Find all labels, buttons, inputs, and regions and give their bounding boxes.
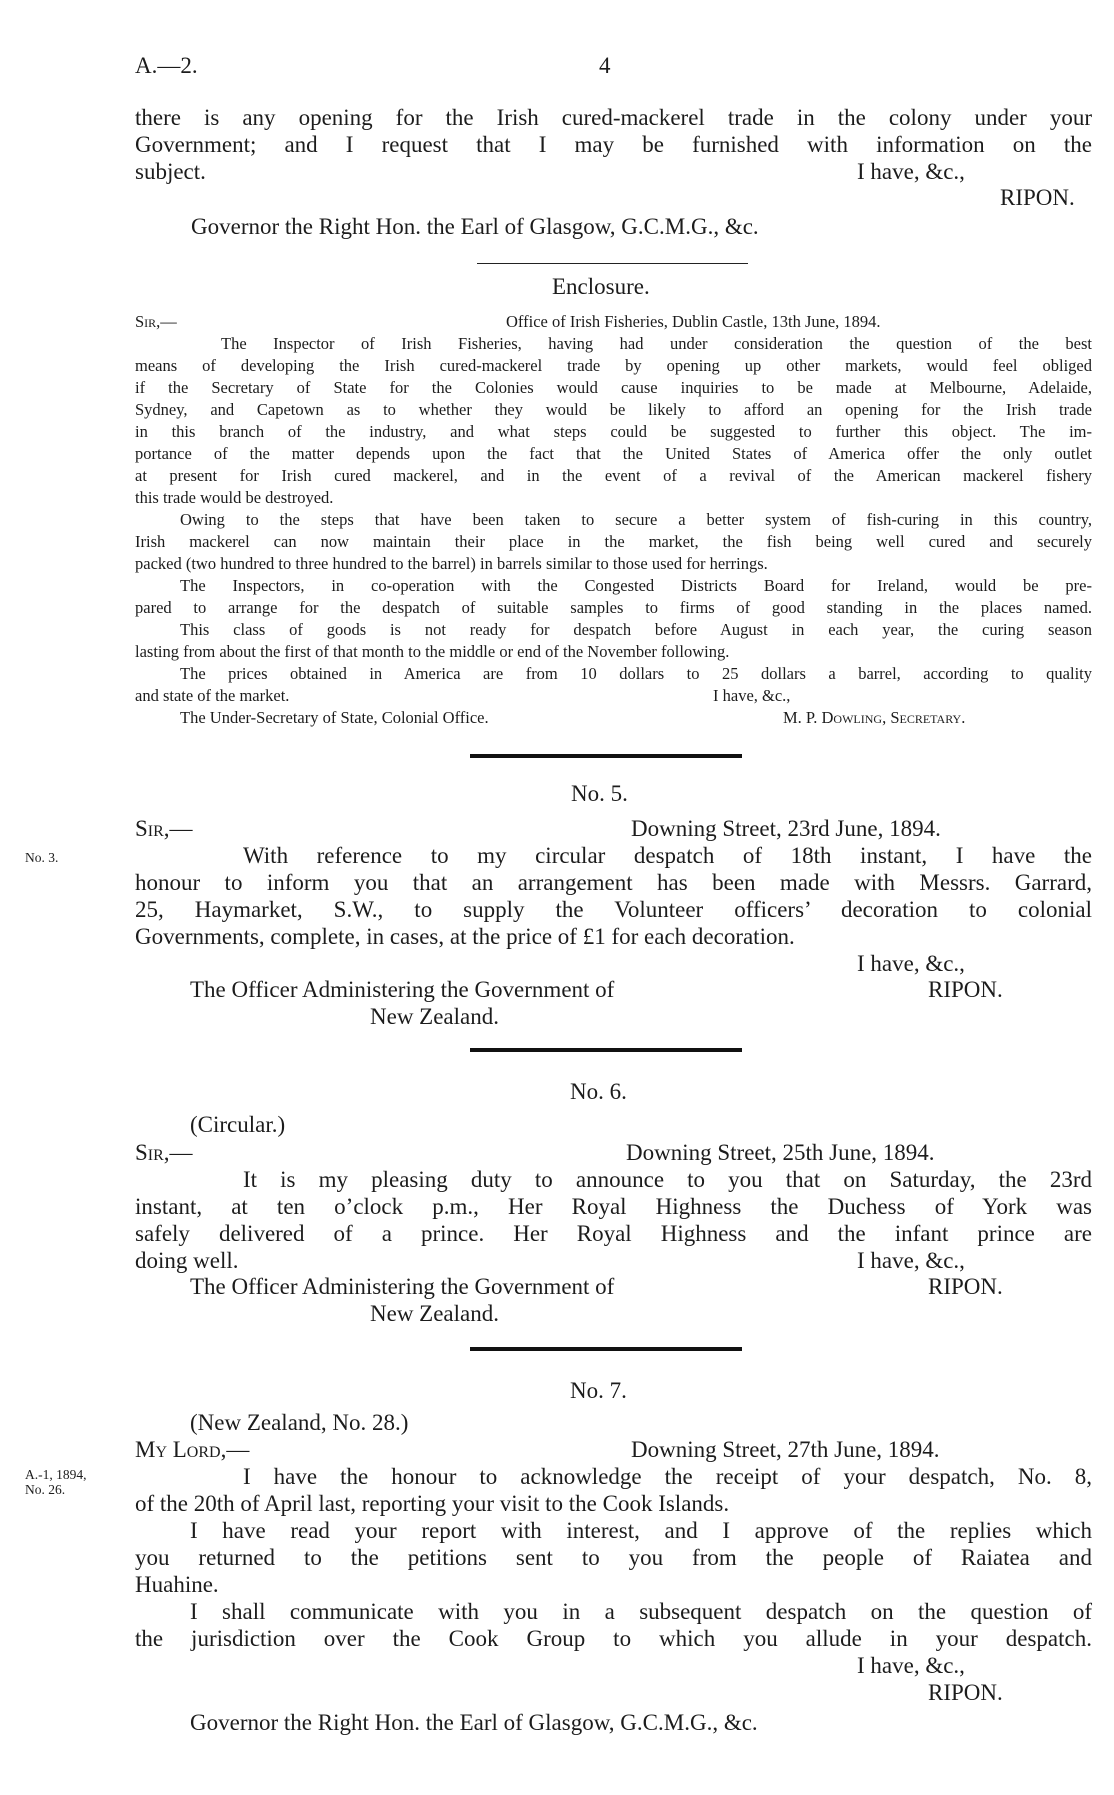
body-line: With reference to my circular despatch of 18th instant, I have the bbox=[243, 843, 1092, 868]
addressee: The Officer Administering the Government of bbox=[190, 977, 615, 1002]
body-line: you returned to the petitions sent to you from the people of Raiatea and bbox=[135, 1545, 1092, 1570]
enclosure-line: if the Secretary of State for the Colonies would cause inquiries to be made at Melbourne, Adelaide, bbox=[135, 378, 1092, 397]
signature: RIPON. bbox=[928, 1680, 1003, 1705]
enclosure-line: lasting from about the first of that month to the middle or end of the November following. bbox=[135, 642, 730, 661]
body-line: of the 20th of April last, reporting your visit to the Cook Islands. bbox=[135, 1491, 730, 1516]
divider bbox=[470, 1048, 742, 1052]
addressee: The Under-Secretary of State, Colonial Office. bbox=[180, 708, 489, 727]
body-line: I have read your report with interest, and I approve of the replies which bbox=[190, 1518, 1092, 1543]
series-code: A.—2. bbox=[135, 53, 198, 78]
enclosure-heading: Enclosure. bbox=[552, 274, 650, 299]
margin-reference: No. 3. bbox=[25, 850, 59, 865]
addressee: New Zealand. bbox=[370, 1004, 499, 1029]
enclosure-line: in this branch of the industry, and what steps could be suggested to further this object. The im- bbox=[135, 422, 1092, 441]
margin-reference: No. 26. bbox=[25, 1482, 66, 1497]
enclosure-line: The Inspectors, in co-operation with the Congested Districts Board for Ireland, would be pre- bbox=[180, 576, 1092, 595]
body-line: subject. bbox=[135, 159, 206, 184]
enclosure-line: Sydney, and Capetown as to whether they would be likely to afford an opening for the Irish trade bbox=[135, 400, 1092, 419]
signatory: M. P. Dowling, Secretary. bbox=[783, 708, 966, 727]
divider bbox=[470, 1347, 742, 1351]
addressee: Governor the Right Hon. the Earl of Glasgow, G.C.M.G., &c. bbox=[190, 1710, 758, 1735]
enclosure-line: and state of the market. bbox=[135, 686, 290, 705]
closing: I have, &c., bbox=[857, 1248, 965, 1273]
body-line: I have the honour to acknowledge the receipt of your despatch, No. 8, bbox=[243, 1464, 1092, 1489]
page-number: 4 bbox=[599, 53, 611, 78]
body-line: the jurisdiction over the Cook Group to which you allude in your despatch. bbox=[135, 1626, 1092, 1651]
subheading: (New Zealand, No. 28.) bbox=[190, 1410, 409, 1435]
signature: RIPON. bbox=[928, 977, 1003, 1002]
enclosure-line: at present for Irish cured mackerel, and in the event of a revival of the American mackerel fishery bbox=[135, 466, 1092, 485]
enclosure-line: The prices obtained in America are from 10 dollars to 25 dollars a barrel, according to quality bbox=[180, 664, 1092, 683]
closing: I have, &c., bbox=[713, 686, 791, 705]
closing: I have, &c., bbox=[857, 1653, 965, 1678]
enclosure-line: This class of goods is not ready for despatch before August in each year, the curing season bbox=[180, 620, 1092, 639]
body-line: 25, Haymarket, S.W., to supply the Volunteer officers’ decoration to colonial bbox=[135, 897, 1092, 922]
body-line: Huahine. bbox=[135, 1572, 219, 1597]
salutation: Sir,— bbox=[135, 1140, 193, 1165]
closing: I have, &c., bbox=[857, 159, 965, 184]
enclosure-line: Owing to the steps that have been taken to secure a better system of fish-curing in this country, bbox=[180, 510, 1092, 529]
enclosure-line: The Inspector of Irish Fisheries, having had under consideration the question of the best bbox=[221, 334, 1092, 353]
enclosure-line: this trade would be destroyed. bbox=[135, 488, 334, 507]
despatch-heading: No. 6. bbox=[570, 1079, 627, 1104]
addressee: The Officer Administering the Government of bbox=[190, 1274, 615, 1299]
addressee: Governor the Right Hon. the Earl of Glasgow, G.C.M.G., &c. bbox=[191, 214, 759, 239]
addressee: New Zealand. bbox=[370, 1301, 499, 1326]
place-date: Downing Street, 27th June, 1894. bbox=[631, 1437, 940, 1462]
body-line: there is any opening for the Irish cured-mackerel trade in the colony under your bbox=[135, 105, 1092, 130]
signature: RIPON. bbox=[928, 1274, 1003, 1299]
enclosure-line: pared to arrange for the despatch of suitable samples to firms of good standing in the places named. bbox=[135, 598, 1092, 617]
body-line: safely delivered of a prince. Her Royal Highness and the infant prince are bbox=[135, 1221, 1092, 1246]
body-line: It is my pleasing duty to announce to you that on Saturday, the 23rd bbox=[243, 1167, 1092, 1192]
place-date: Office of Irish Fisheries, Dublin Castle, 13th June, 1894. bbox=[506, 312, 881, 331]
despatch-heading: No. 7. bbox=[570, 1378, 627, 1403]
enclosure-line: packed (two hundred to three hundred to the barrel) in barrels similar to those used for herrings. bbox=[135, 554, 768, 573]
closing: I have, &c., bbox=[857, 951, 965, 976]
subheading: (Circular.) bbox=[190, 1112, 286, 1137]
body-line: instant, at ten o’clock p.m., Her Royal Highness the Duchess of York was bbox=[135, 1194, 1092, 1219]
body-line: honour to inform you that an arrangement has been made with Messrs. Garrard, bbox=[135, 870, 1092, 895]
despatch-heading: No. 5. bbox=[571, 781, 628, 806]
enclosure-line: portance of the matter depends upon the fact that the United States of America offer the only outlet bbox=[135, 444, 1092, 463]
body-line: I shall communicate with you in a subsequent despatch on the question of bbox=[190, 1599, 1092, 1624]
divider bbox=[477, 263, 748, 264]
signature: RIPON. bbox=[1000, 185, 1075, 210]
place-date: Downing Street, 23rd June, 1894. bbox=[631, 816, 941, 841]
divider bbox=[470, 754, 742, 758]
body-line: Government; and I request that I may be furnished with information on the bbox=[135, 132, 1092, 157]
place-date: Downing Street, 25th June, 1894. bbox=[626, 1140, 935, 1165]
enclosure-line: Irish mackerel can now maintain their place in the market, the fish being well cured and securely bbox=[135, 532, 1092, 551]
enclosure-line: means of developing the Irish cured-mackerel trade by opening up other markets, would feel obliged bbox=[135, 356, 1092, 375]
margin-reference: A.-1, 1894, bbox=[25, 1467, 87, 1482]
body-line: Governments, complete, in cases, at the price of £1 for each decoration. bbox=[135, 924, 795, 949]
salutation: My Lord,— bbox=[135, 1437, 250, 1462]
salutation: Sir,— bbox=[135, 816, 193, 841]
body-line: doing well. bbox=[135, 1248, 239, 1273]
salutation: Sir,— bbox=[135, 312, 177, 331]
